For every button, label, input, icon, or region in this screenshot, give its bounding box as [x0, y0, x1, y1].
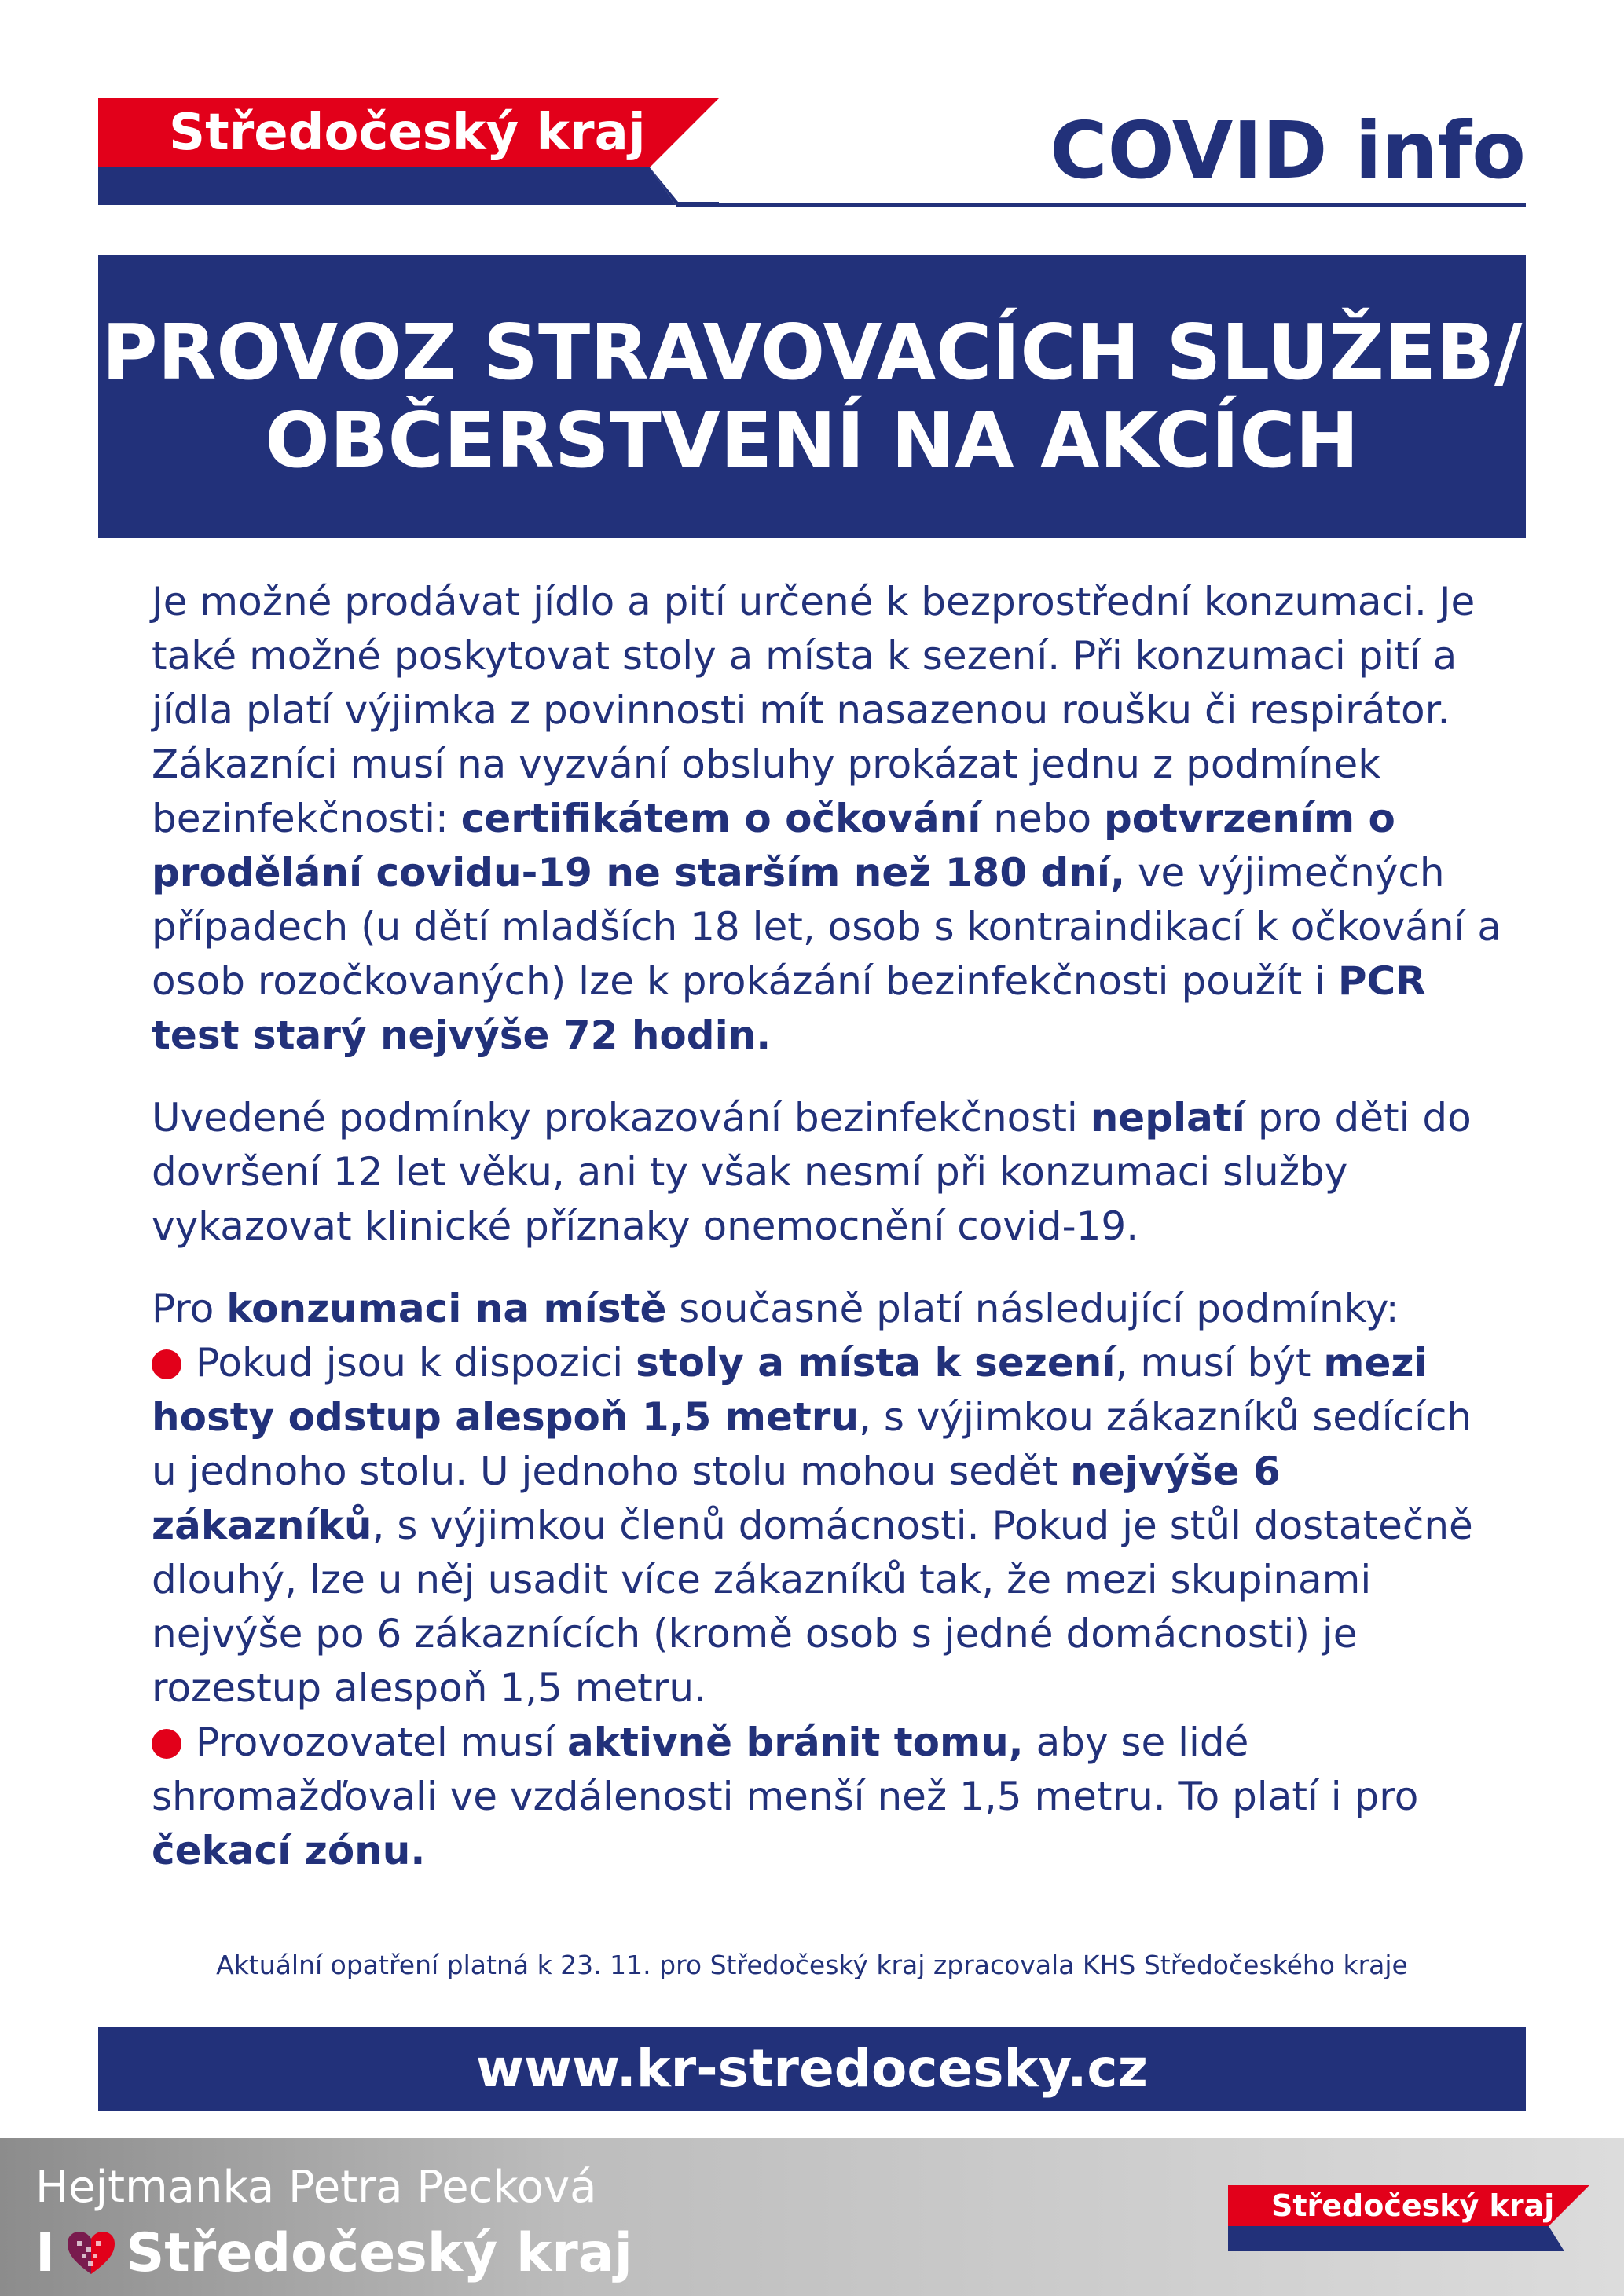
paragraph-onsite — [152, 1282, 1503, 1878]
text: současně platí následující podmínky: — [666, 1286, 1399, 1331]
text: ve výjimečných případech (u dětí mladších 18 let, osob s kontraindikací k očkování a osob rozočkovaných) lze k prokázání bezinfekčnosti použít i — [152, 850, 1501, 1004]
text: Pro — [152, 1286, 227, 1331]
text: pro děti do dovršení 12 let věku, ani ty však nesmí při konzumaci služby vykazovat klinické příznaky onemocnění covid-19. — [152, 1095, 1472, 1249]
bold-text: aktivně bránit tomu, — [566, 1719, 1024, 1765]
love-prefix: I — [35, 2221, 56, 2284]
bold-text: certifikátem o očkování — [460, 796, 981, 841]
love-region-slogan — [35, 2221, 632, 2284]
bullet-dot-icon — [152, 1349, 181, 1379]
bold-text: stoly a místa k sezení — [636, 1340, 1116, 1386]
main-content — [152, 575, 1503, 1878]
region-badge-name: Středočeský kraj — [1271, 2188, 1555, 2223]
title-line-1: PROVOZ STRAVOVACÍCH SLUŽEB/ — [101, 307, 1523, 397]
text: , s výjimkou členů domácnosti. Pokud je stůl dostatečně dlouhý, lze u něj usadit více zákazníků tak, že mezi skupinami nejvýše po 6 zákaznících (kromě osob s jedné domácnosti) je rozestup alespoň 1,5 metru. — [152, 1503, 1473, 1711]
text: Je možné prodávat jídlo a pití určené k bezprostřední konzumaci. Je také možné poskytovat stoly a místa k sezení. Při konzumaci pití a jídla platí výjimka z povinnosti mít nasazenou roušku či respirátor. Zákazníci musí na vyzvání obsluhy prokázat jednu z podmínek bezinfekčnosti: — [152, 579, 1476, 841]
text: Pokud jsou k dispozici — [196, 1340, 636, 1386]
text: Provozovatel musí — [196, 1719, 567, 1765]
bold-text: PCR test starý nejvýše 72 hodin. — [152, 958, 1426, 1058]
text: , s výjimkou zákazníků sedících u jednoho stolu. U jednoho stolu mohou sedět — [152, 1394, 1472, 1494]
website-banner — [98, 2027, 1526, 2111]
covid-info-label: COVID info — [1050, 104, 1526, 196]
bold-text: neplatí — [1090, 1095, 1245, 1141]
bold-text: potvrzením o prodělání covidu-19 ne starším než 180 dní, — [152, 796, 1395, 895]
source-note: Aktuální opatření platná k 23. 11. pro Středočeský kraj zpracovala KHS Středočeského kraje — [216, 1950, 1408, 1980]
bold-text: čekací zónu. — [152, 1828, 426, 1873]
bold-text: nejvýše 6 zákazníků — [152, 1448, 1281, 1548]
bullet-dot-icon — [152, 1729, 181, 1759]
title-banner — [98, 255, 1526, 538]
bold-text: mezi hosty odstup alespoň 1,5 metru — [152, 1340, 1428, 1440]
heart-icon — [66, 2230, 116, 2276]
text: Uvedené podmínky prokazování bezinfekčnosti — [152, 1095, 1091, 1141]
paragraph-children — [152, 1091, 1503, 1254]
governor-name: Hejtmanka Petra Pecková — [35, 2162, 597, 2213]
text: aby se lidé shromažďovali ve vzdálenosti menší než 1,5 metru. To platí i pro — [152, 1719, 1419, 1819]
title-line-2: OBČERSTVENÍ NA AKCÍCH — [265, 395, 1359, 485]
bold-text: konzumaci na místě — [226, 1286, 667, 1331]
love-region-name: Středočeský kraj — [126, 2221, 632, 2284]
text: , musí být — [1115, 1340, 1324, 1386]
brand-underline — [676, 203, 1526, 207]
brand-name: Středočeský kraj — [169, 104, 646, 162]
website-link[interactable]: www.kr-stredocesky.cz — [476, 2038, 1148, 2099]
paragraph-certificate — [152, 575, 1503, 1063]
text: nebo — [981, 796, 1104, 841]
